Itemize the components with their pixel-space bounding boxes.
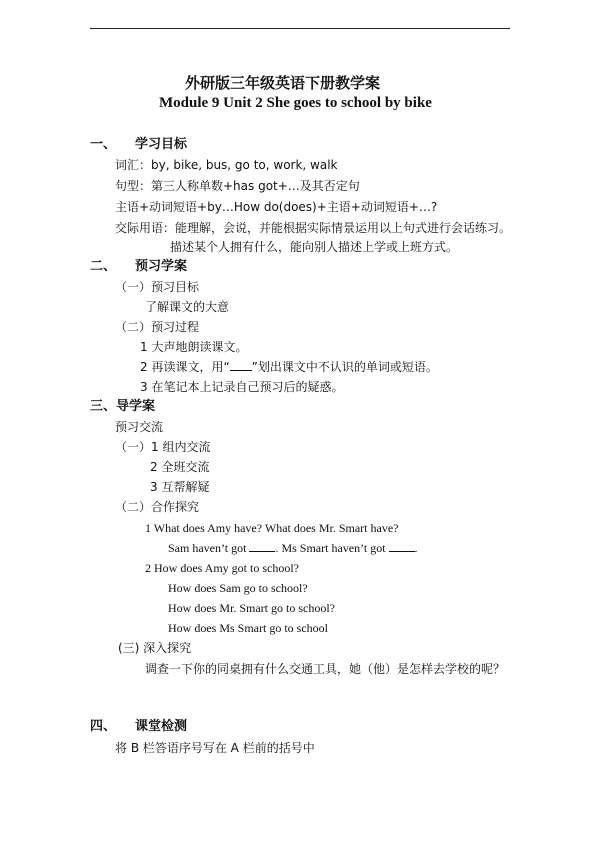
preview-process-subheading: （二）预习过程 — [115, 320, 200, 334]
question-2b: How does Mr. Smart go to school? — [168, 601, 335, 615]
sentence-pattern-line-2: 主语+动词短语+by…How do(does)+主语+动词短语+…? — [115, 200, 438, 214]
section1-heading: 学习目标 — [135, 137, 188, 152]
vocab-line: 词汇：by, bike, bus, go to, work, walk — [115, 158, 338, 172]
exchange-item-2: 2 全班交流 — [150, 460, 210, 474]
preview-step-2-post: ”划出课文中不认识的单词或短语。 — [251, 360, 438, 374]
section3-heading: 三、导学案 — [90, 399, 156, 414]
sentence-pattern-line: 句型：第三人称单数+has got+…及其否定句 — [115, 179, 360, 193]
question-2: 2 How does Amy got to school? — [145, 561, 299, 575]
section2-heading: 预习学案 — [135, 259, 188, 274]
preview-step-2-pre: 2 再读课文，用“ — [140, 360, 230, 374]
question-1: 1 What does Amy have? What does Mr. Smart have? — [145, 521, 399, 535]
exchange-item-3: 3 互帮解疑 — [150, 480, 210, 494]
preview-step-1: 1 大声地朗读课文。 — [140, 340, 248, 354]
communication-line: 交际用语：能理解，会说，并能根据实际情景运用以上句式进行会话练习。 — [115, 221, 512, 235]
preview-goal-subheading: （一）预习目标 — [115, 280, 200, 294]
page-subtitle: Module 9 Unit 2 She goes to school by bike — [159, 95, 432, 111]
answer-1-part-a: Sam haven’t got — [168, 541, 250, 555]
deep-explore-text: 调查一下你的同桌拥有什么交通工具，她（他）是怎样去学校的呢？ — [145, 662, 506, 676]
question-2a: How does Sam go to school? — [168, 581, 308, 595]
preview-step-2 — [140, 359, 438, 375]
top-rule — [90, 28, 510, 29]
answer-1-end: . — [414, 541, 418, 555]
classroom-test-instruction: 将 B 栏答语序号写在 A 栏前的括号中 — [115, 741, 315, 755]
section2-number: 二、 — [90, 259, 117, 274]
question-2c: How does Ms Smart go to school — [168, 621, 328, 635]
answer-blank-2 — [389, 541, 415, 552]
answer-1 — [168, 540, 418, 556]
deep-explore-subheading: (三) 深入探究 — [118, 641, 192, 655]
preview-step-3: 3 在笔记本上记录自己预习后的疑惑。 — [140, 380, 344, 394]
section4-heading: 课堂检测 — [135, 719, 188, 734]
communication-line-2: 描述某个人拥有什么，能向别人描述上学或上班方式。 — [170, 240, 459, 254]
section4-number: 四、 — [90, 719, 117, 734]
underline-blank — [230, 360, 252, 371]
page-title: 外研版三年级英语下册教学案 — [185, 74, 381, 92]
preview-goal-text: 了解课文的大意 — [145, 300, 230, 314]
preview-exchange: 预习交流 — [115, 420, 164, 434]
answer-1-part-b: . Ms Smart haven’t got — [275, 541, 389, 555]
cooperation-subheading: （二）合作探究 — [115, 500, 200, 514]
section1-number: 一、 — [90, 137, 117, 152]
answer-blank-1 — [249, 541, 275, 552]
exchange-item-1: （一）1 组内交流 — [115, 440, 211, 454]
